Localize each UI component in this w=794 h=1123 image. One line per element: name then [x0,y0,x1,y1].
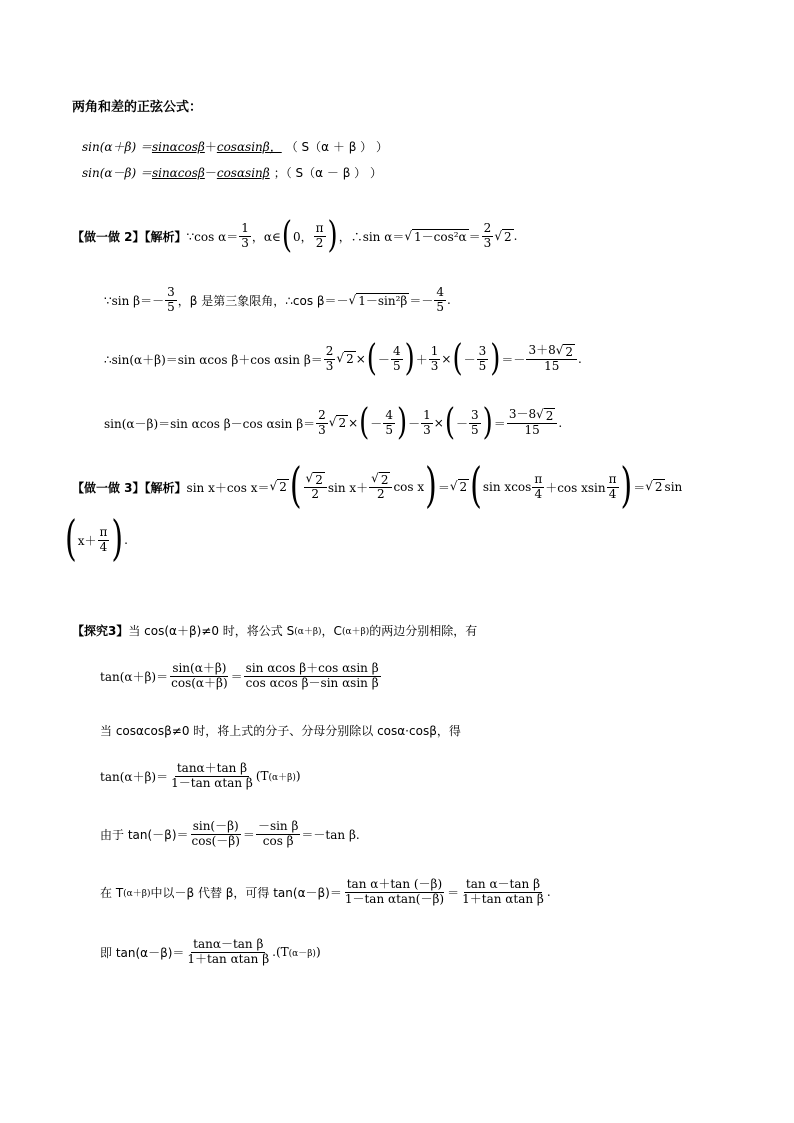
z2-l1-b: ，α∈ [251,229,281,244]
t3-line4 [100,820,360,849]
equals: ＝ [447,885,460,900]
right-paren: ) [327,215,338,258]
z2-l1-e: ＝ [468,229,481,244]
fraction: $\frac{4}{5}$ [436,285,444,314]
period: . [513,229,518,244]
t3-line1 [100,662,382,691]
z2-line3 [104,338,582,381]
formula2-label: ；（ S（α － β ） ） [273,166,382,180]
t3-line6 [100,938,321,967]
left-paren: ( [470,458,482,515]
fraction: $\frac{3}{5}$ [478,343,487,373]
formula1-op: ＋ [204,140,217,154]
period: . [578,352,582,367]
period: . [558,416,563,431]
fraction: $\frac{\text{tanα－tan β}}{\text{1＋tan αtan β}}$ [187,937,270,966]
fraction: $\frac{\text{tan α＋tan (－β)}}{\text{1－tan αtan(－β)}}$ [344,877,445,906]
equals: ＝ [437,480,450,495]
left-paren: ( [366,338,377,381]
formula2-term2: cosαsinβ [216,165,270,180]
fraction: $\frac{3}{5}$ [471,407,479,437]
left-paren: ( [444,402,455,445]
section-heading: 两角和差的正弦公式： [72,100,203,115]
formula1-lhs: sin(α＋β) ＝ [82,140,152,154]
close: ) [315,945,321,960]
z2-line2 [104,286,451,315]
sqrt: √ 2 [494,228,512,244]
sine-diff-formula [82,164,382,181]
z2-l2-c: ＝－ [409,293,434,308]
z2-line1 [72,215,518,258]
minus: － [408,416,421,431]
fraction: 3＋8√ 2 15 [526,344,577,374]
sqrt: √ 1－cos²α [404,228,467,244]
cosx: cos x [393,480,425,495]
times: × [355,352,366,367]
period: . [546,885,551,900]
close: ) [295,769,301,784]
plus: ＋ [415,352,428,367]
subscript: (α＋β) [294,627,322,637]
formula1-term2: cosαsinβ， [216,140,282,154]
formula1-label: （ S（α ＋ β ） ） [285,140,388,154]
left-paren: ( [281,215,292,258]
left-paren: ( [359,402,370,445]
fraction: √ 2 2 [304,472,327,502]
formula1-term1: sinαcosβ [151,139,205,154]
times: × [348,416,359,431]
sqrt: √ 2 [328,415,347,431]
t3-intro-b: ，C [321,624,342,638]
z2-l3-a: ∴sin(α＋β)＝sin αcos β＋cos αsin β＝ [104,352,323,367]
t3-l4-end: ＝－tan β. [301,827,360,842]
fraction: $\frac{\pi}{2}$ [315,221,324,250]
left-paren: ( [65,511,77,568]
subscript: (α－β) [288,948,316,959]
fraction: $\frac{2}{3}$ [318,407,326,437]
right-paren: ) [396,402,408,445]
fraction: $\frac{\text{sin αcos β＋cos αsin β}}{\text{cos αcos β－sin αsin β}}$ [245,661,379,690]
z2-l1-a: ∵cos α＝ [186,229,239,244]
t3-l5-b: 中以－β 代替 β，可得 tan(α－β)＝ [150,885,342,900]
times: × [433,416,444,431]
fraction: $\frac{1}{3}$ [430,343,439,373]
z2-l1-c: ，∴sin α＝ [338,229,405,244]
fraction: $\frac{\text{tan α－tan β}}{\text{1＋tan αtan β}}$ [462,877,544,906]
x-plus: x＋ [77,533,97,548]
right-paren: ) [425,458,437,515]
fraction: √ 2 2 [369,472,392,502]
sin: sin [664,480,683,495]
sqrt: √ 2 [449,479,468,495]
fraction: $\frac{1}{3}$ [423,407,431,437]
lhs: tan(α＋β)＝ [100,769,169,784]
period: . [446,293,451,308]
times: × [441,352,452,367]
formula2-term1: sinαcosβ [151,165,205,180]
fraction: 3－8√ 2 15 [507,408,558,438]
t3-intro-a: 当 cos(α＋β)≠0 时，将公式 S [128,624,295,638]
sine-sum-formula [82,138,388,155]
minus: － [463,352,476,367]
fraction: $\frac{\sin(\alpha+\beta)}{\cos(\alpha+\beta)}$ [171,661,228,690]
interval-zero: 0， [293,229,313,244]
right-paren: ) [620,458,633,515]
sinx: sin x＋ [327,480,369,495]
z3-tag: 【做一做 3】【解析】 [72,480,187,495]
z2-l4-a: sin(α－β)＝sin αcos β－cos αsin β＝ [104,416,316,431]
fraction: $\frac{\pi}{4}$ [608,471,617,501]
t3-l4-a: 由于 tan(－β)＝ [100,827,189,842]
right-paren: ) [111,511,124,568]
fraction: $\frac{\text{－sin β}}{\text{cos β}}$ [257,819,299,848]
equals: ＝ [493,416,506,431]
z2-l2-a: ∵sin β＝－ [104,293,165,308]
equals: ＝ [230,669,243,684]
right-paren: ) [482,402,493,445]
label: .(T [272,945,289,960]
plus-cos: ＋cos xsin [545,480,606,495]
sqrt: √ 2 [269,479,287,495]
fraction: $\frac{\pi}{4}$ [534,471,543,501]
z2-tag: 【做一做 2】【解析】 [72,229,187,244]
sqrt: √ 2 [645,479,663,495]
t3-intro [72,622,477,639]
label: (T [255,769,269,784]
equals: ＝ [633,480,646,495]
inner: sin xcos [482,480,532,495]
z3-line2 [64,511,128,568]
subscript: (α＋β) [268,772,296,783]
sqrt: √ 1－sin²β [348,292,408,308]
fraction: $\frac{\sin(-\beta)}{\cos(-\beta)}$ [191,819,240,848]
t3-l6-a: 即 tan(α－β)＝ [100,945,185,960]
formula2-op: － [204,166,217,180]
fraction: $\frac{4}{5}$ [385,407,393,437]
t3-line2: 当 cosαcosβ≠0 时，将上式的分子、分母分别除以 cosα·cosβ，得 [100,724,461,738]
minus: － [455,416,468,431]
t3-line5 [100,878,551,907]
fraction: $\frac{4}{5}$ [392,343,401,373]
t3-tag: 【探究3】 [72,624,129,638]
z2-line4 [104,402,563,445]
left-paren: ( [452,338,463,381]
t3-line3 [100,762,301,791]
z2-l3-e: ＝－ [501,352,526,367]
fraction: $\frac{2}{3}$ [483,221,492,250]
minus: － [377,352,390,367]
subscript: (α＋β) [123,888,151,899]
fraction: $\frac{1}{3}$ [241,221,249,250]
t3-intro-c: 的两边分别相除，有 [369,624,478,638]
z3-line1 [72,458,683,515]
lhs: tan(α＋β)＝ [100,669,169,684]
z2-l2-b: ，β 是第三象限角，∴cos β＝－ [177,293,349,308]
t3-l5-a: 在 T [100,885,124,900]
formula2-lhs: sin(α－β) ＝ [82,166,152,180]
period: . [124,533,128,547]
fraction: $\frac{\text{tanα＋tan β}}{\text{1－tan αtan β}}$ [171,761,253,790]
left-paren: ( [289,458,302,515]
minus: － [370,416,383,431]
right-paren: ) [404,338,415,381]
z3-l1-a: sin x＋cos x＝ [186,480,270,495]
fraction: $\frac{3}{5}$ [167,285,175,314]
fraction: $\frac{\pi}{4}$ [99,524,108,554]
equals: ＝ [242,827,255,842]
sqrt: √ 2 [336,351,354,367]
right-paren: ) [490,338,501,381]
subscript: (α＋β) [341,627,370,637]
fraction: $\frac{2}{3}$ [325,343,334,373]
